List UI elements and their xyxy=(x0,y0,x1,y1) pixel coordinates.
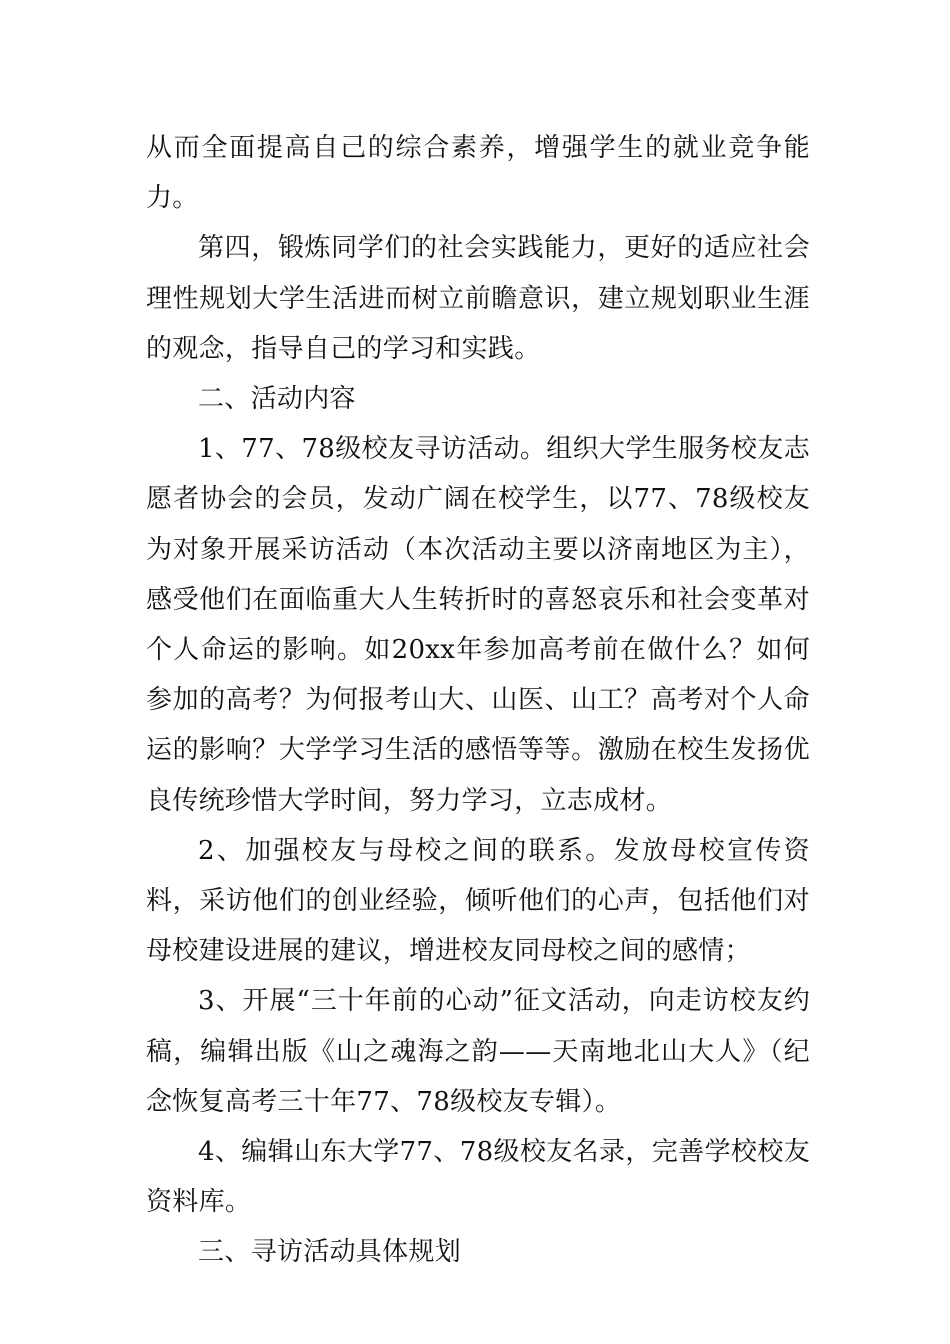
document-body xyxy=(146,123,810,1278)
paragraph-continuation: 从而全面提高自己的综合素养，增强学生的就业竞争能力。 xyxy=(146,133,810,214)
paragraph-item-1: 1、77、78级校友寻访活动。组织大学生服务校友志愿者协会的会员，发动广阔在校学生，以77、78级校友为对象开展采访活动（本次活动主要以济南地区为主），感受他们在面临重大人生转折时的喜怒哀乐和社会变革对个人命运的影响。如20xx年参加高考前在做什么？如何参加的高考？为何报考山大、山医、山工？高考对个人命运的影响？大学学习生活的感悟等等。激励在校生发扬优良传统珍惜大学时间，努力学习，立志成材。 xyxy=(146,434,810,816)
paragraph-item-4: 4、编辑山东大学77、78级校友名录，完善学校校友资料库。 xyxy=(146,1137,810,1218)
paragraph-item-3: 3、开展“三十年前的心动”征文活动，向走访校友约稿，编辑出版《山之魂海之韵——天南地北山大人》（纪念恢复高考三十年77、78级校友专辑）。 xyxy=(146,986,810,1117)
paragraph-point-four: 第四，锻炼同学们的社会实践能力，更好的适应社会理性规划大学生活进而树立前瞻意识，建立规划职业生涯的观念，指导自己的学习和实践。 xyxy=(146,233,810,364)
section-heading-activity-content: 二、活动内容 xyxy=(198,384,356,415)
paragraph-item-2: 2、加强校友与母校之间的联系。发放母校宣传资料，采访他们的创业经验，倾听他们的心声，包括他们对母校建设进展的建议，增进校友同母校之间的感情； xyxy=(146,835,810,967)
section-heading-visit-plan: 三、寻访活动具体规划 xyxy=(198,1237,462,1268)
